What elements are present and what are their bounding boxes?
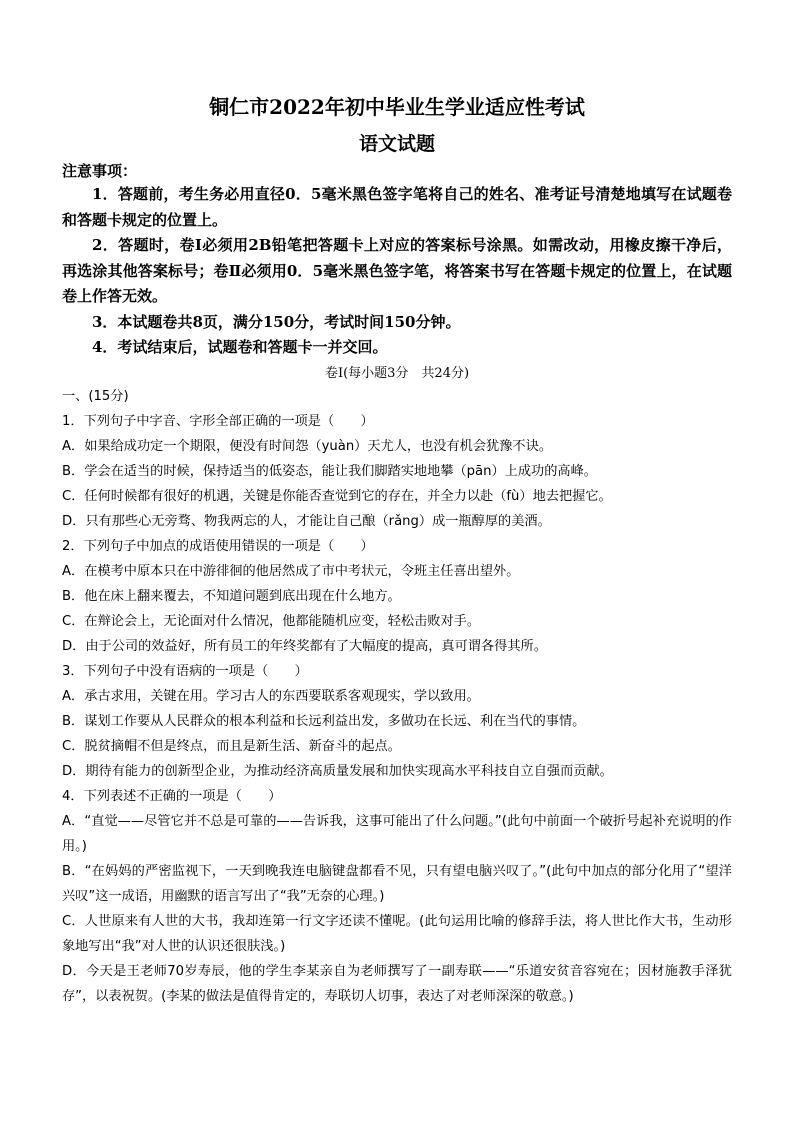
question-option: A．在模考中原本只在中游徘徊的他居然成了市中考状元，令班主任喜出望外。 — [62, 563, 520, 579]
question-stem: 4．下列表述不正确的一项是（ ） — [62, 788, 282, 804]
question-option: B．“在妈妈的严密监视下，一天到晚我连电脑键盘都看不见，只有望电脑兴叹了。”(此句中加点的部分化用了“望洋兴叹”这一成语，用幽默的语言写出了“我”无奈的心理。) — [62, 863, 732, 904]
question-option: D．期待有能力的创新型企业，为推动经济高质量发展和加快实现高水平科技自立自强而贡献。 — [62, 763, 613, 779]
question-option: A．“直觉——尽管它并不总是可靠的——告诉我，这事可能出了什么问题。”(此句中前面一个破折号起补充说明的作用。) — [62, 813, 732, 854]
question-option: A．如果给成功定一个期限，便没有时间怨（yuàn）天尤人，也没有机会犹豫不诀。 — [62, 438, 552, 454]
notice-item: 1．答题前，考生务必用直径0．5毫米黑色签字笔将自己的姓名、准考证号清楚地填写在试题卷和答题卡规定的位置上。 — [62, 185, 732, 229]
question-option: A．承古求用，关键在用。学习古人的东西要联系客观现实，学以致用。 — [62, 688, 480, 704]
notice-heading: 注意事项： — [62, 162, 138, 180]
question-stem: 1．下列句子中字音、字形全部正确的一项是（ ） — [62, 413, 374, 429]
notice-item: 3．本试题卷共8页，满分150分，考试时间150分钟。 — [92, 312, 461, 331]
question-4 — [62, 784, 732, 1009]
question-option: B．他在床上翻来覆去，不知道问题到底出现在什么地方。 — [62, 588, 401, 604]
question-stem: 3．下列句子中没有语病的一项是（ ） — [62, 663, 308, 679]
question-option: D．今天是王老师70岁寿辰，他的学生李某亲自为老师撰写了一副寿联——“乐道安贫音容宛在；因材施教手泽犹存”，以表祝贺。(李某的做法是值得肯定的，寿联切人切事，表达了对老师深深的敬意。) — [62, 963, 732, 1004]
question-option: C．任何时候都有很好的机遇，关键是你能否查觉到它的存在，并全力以赴（fù）地去把握它。 — [62, 488, 612, 504]
question-option: B．学会在适当的时候，保持适当的低姿态，能让我们脚踏实地地攀（pān）上成功的高峰。 — [62, 463, 597, 479]
question-stem: 2．下列句子中加点的成语使用错误的一项是（ ） — [62, 538, 374, 554]
exam-title: 铜仁市2022年初中毕业生学业适应性考试 — [209, 95, 585, 119]
question-option: C．在辩论会上，无论面对什么情况，他都能随机应变，轻松击败对手。 — [62, 613, 481, 629]
question-option: D．只有那些心无旁骛、物我两忘的人，才能让自己酿（rǎng）成一瓶醇厚的美酒。 — [62, 513, 551, 529]
question-1 — [62, 409, 732, 534]
section-heading: 卷Ⅰ(每小题3分 共24分) — [324, 365, 470, 381]
question-option: D．由于公司的效益好，所有员工的年终奖都有了大幅度的提高，真可谓各得其所。 — [62, 638, 547, 654]
question-option: C．脱贫摘帽不但是终点，而且是新生活、新奋斗的起点。 — [62, 738, 401, 754]
question-3 — [62, 659, 732, 784]
exam-subtitle: 语文试题 — [358, 133, 435, 155]
notice-item: 4．考试结束后，试题卷和答题卡一并交回。 — [92, 338, 388, 356]
question-2 — [62, 534, 732, 659]
part-heading: 一、(15分) — [62, 388, 129, 404]
notice-section — [62, 160, 732, 361]
question-option: C．人世原来有人世的大书，我却连第一行文字还读不懂呢。(此句运用比喻的修辞手法，将人世比作大书，生动形象地写出“我”对人世的认识还很肤浅。) — [62, 913, 732, 954]
notice-item: 2．答题时，卷Ⅰ必须用2B铅笔把答题卡上对应的答案标号涂黑。如需改动，用橡皮擦干净后，再选涂其他答案标号；卷Ⅱ必须用0．5毫米黑色签字笔，将答案书写在答题卡规定的位置上，在试题卷上作答无效。 — [62, 236, 732, 305]
question-option: B．谋划工作要从人民群众的根本利益和长远利益出发，多做功在长远、利在当代的事情。 — [62, 713, 586, 729]
exam-page — [62, 92, 732, 1009]
